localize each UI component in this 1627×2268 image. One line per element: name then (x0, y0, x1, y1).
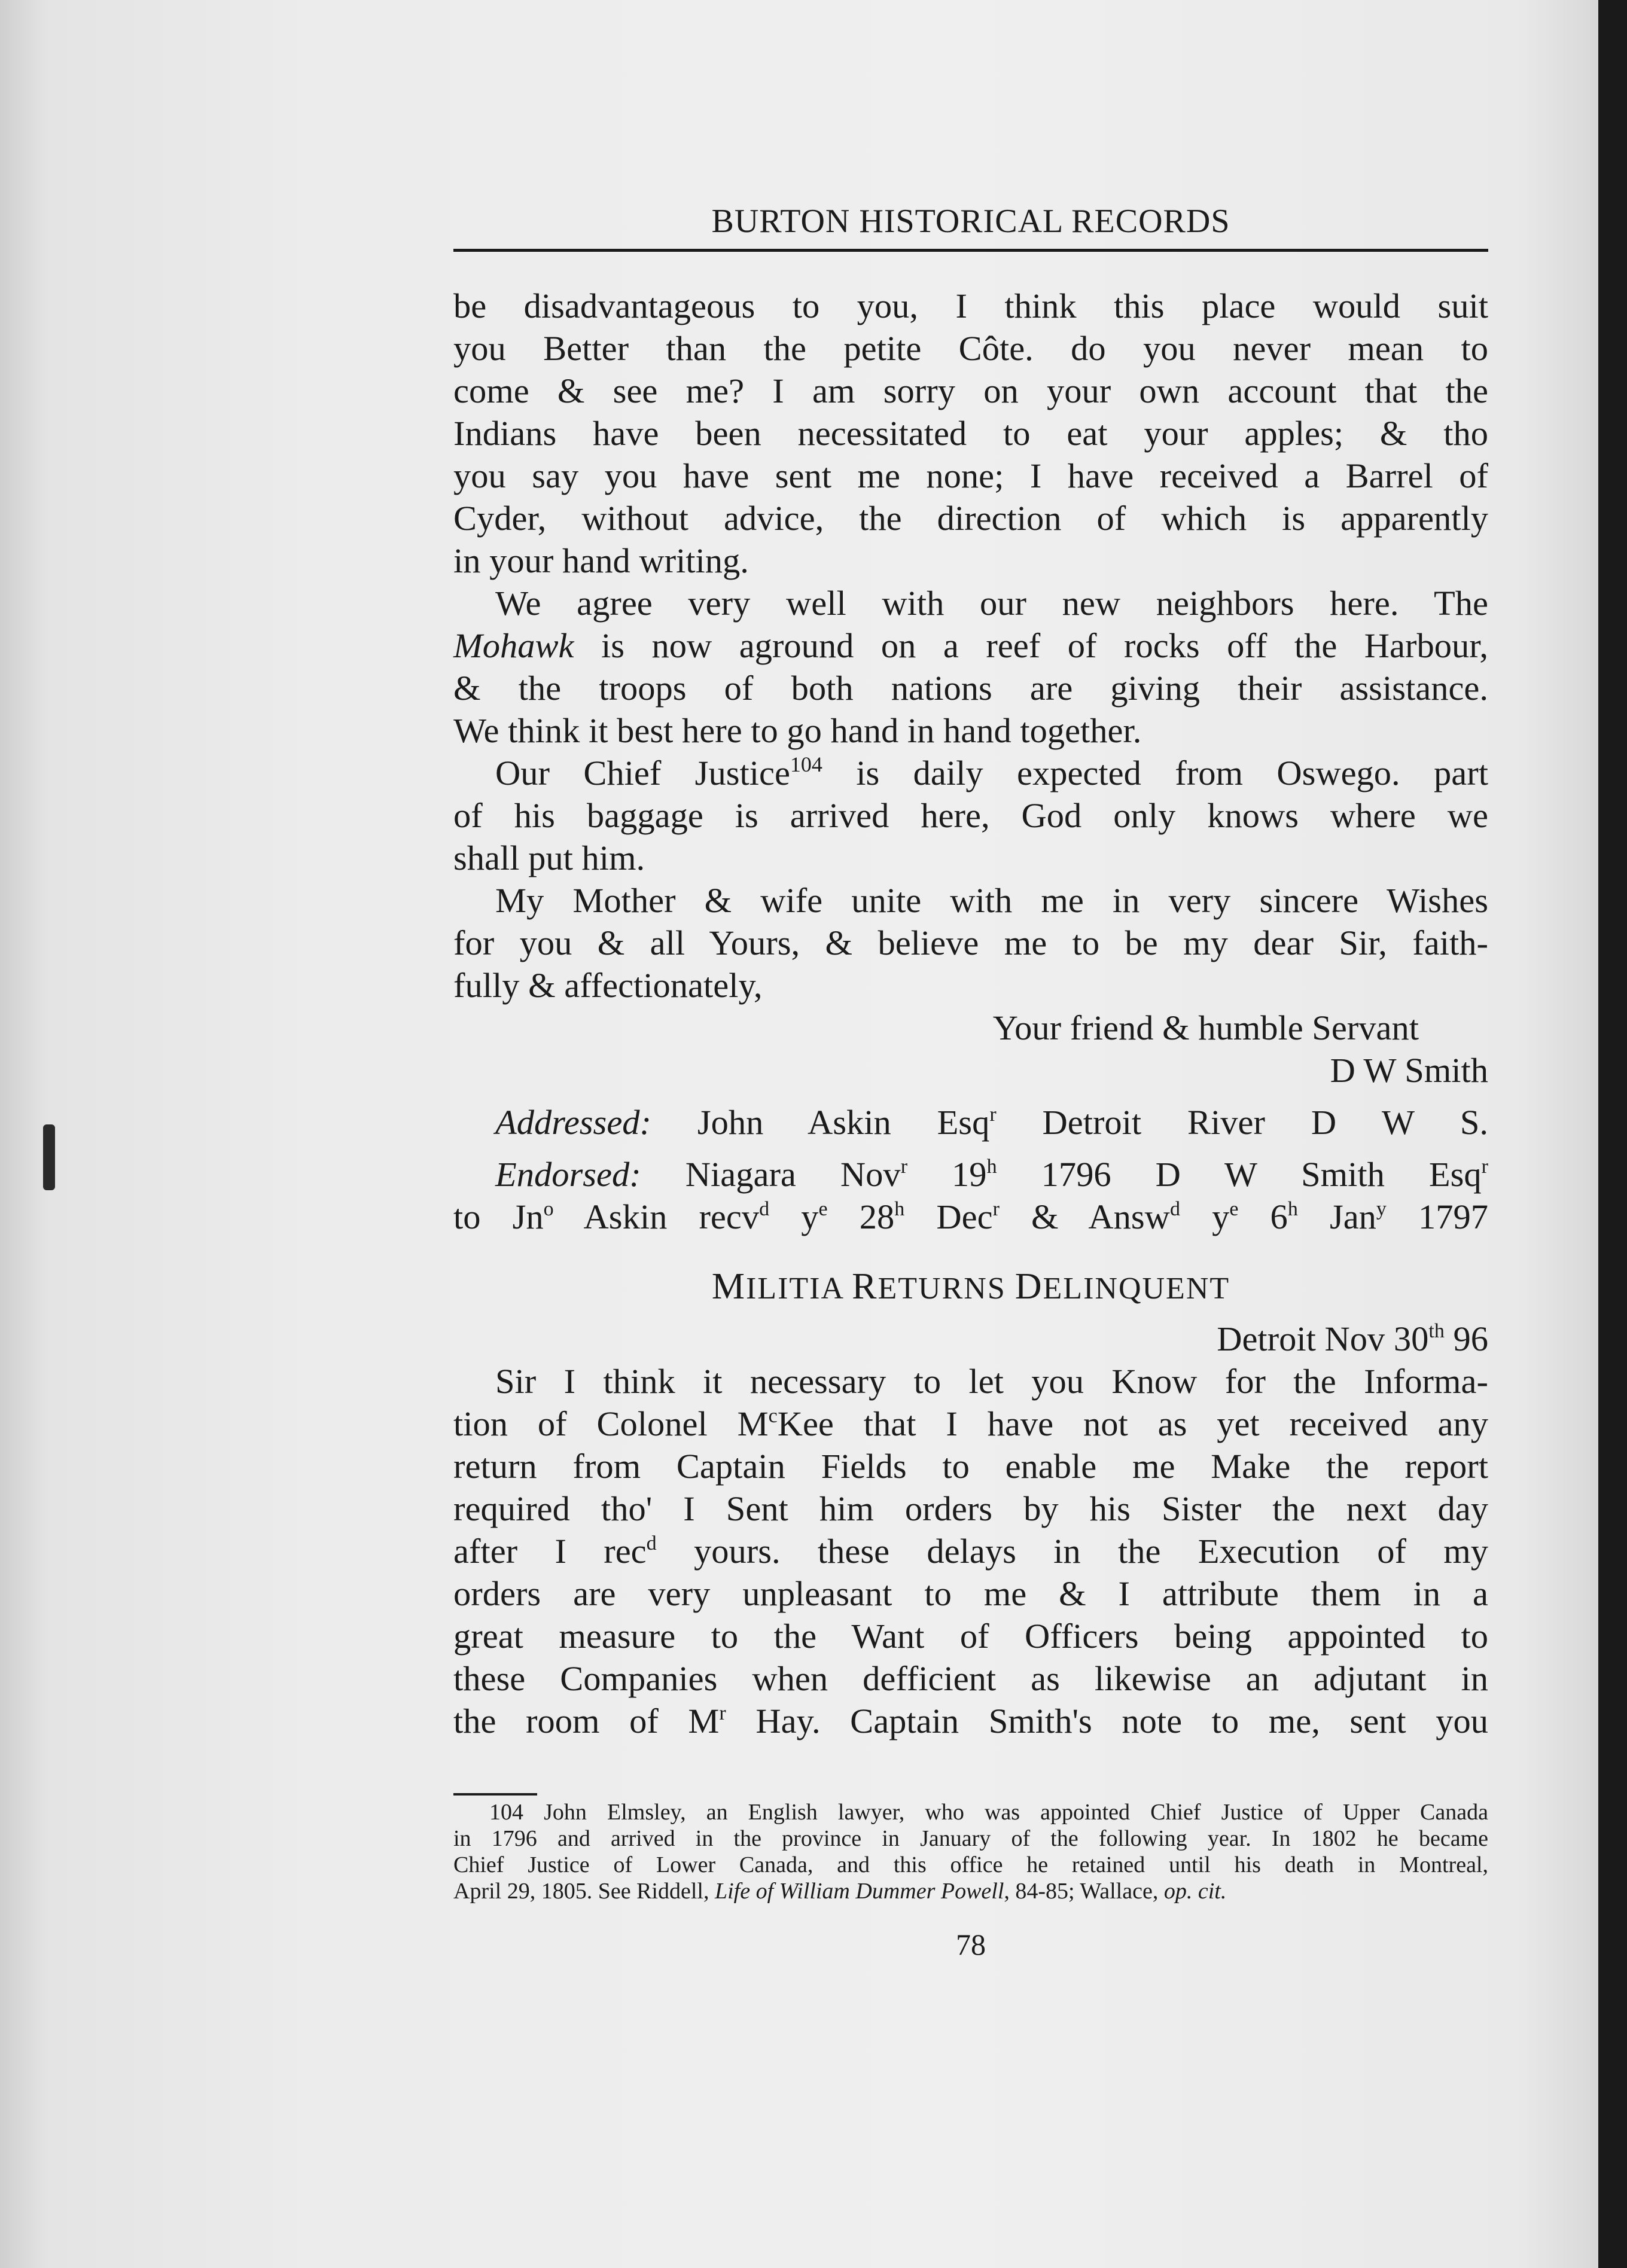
ship-name: Mohawk (453, 626, 574, 665)
text-line: Our Chief Justice$^{104}$ is daily expected from Oswego. part (495, 752, 1488, 792)
text-line: come & see me? I am sorry on your own account that the (453, 371, 1488, 410)
dateline: Detroit Nov 30th 96 (1217, 1319, 1488, 1358)
text-line: & the troops of both nations are giving their assistance. (453, 669, 1488, 708)
text-line: great measure to the Want of Officers being appointed to (453, 1617, 1488, 1656)
binding-mark (43, 1124, 55, 1190)
closing: Your friend & humble Servant (992, 1008, 1419, 1047)
text-line: fully & affectionately, (453, 966, 763, 1005)
text-line: Indians have been necessitated to eat your apples; & tho (453, 414, 1488, 453)
main-text (453, 285, 1488, 1742)
header-rule (453, 249, 1488, 252)
text-line: We agree very well with our new neighbors here. The (495, 584, 1488, 623)
footnote-rule (453, 1793, 537, 1796)
footnote-line: 104 John Elmsley, an English lawyer, who was appointed Chief Justice of Upper Canada (489, 1800, 1488, 1825)
text-line: return from Captain Fields to enable me Make the report (453, 1447, 1488, 1486)
address-note: Addressed: John Askin Esq$^r$ Detroit River D W S. (495, 1103, 1488, 1142)
signature: D W Smith (1330, 1051, 1488, 1090)
cited-title: Life of William Dummer Powell (714, 1879, 1004, 1904)
paragraph (453, 879, 1488, 1007)
footnote-line: in 1796 and arrived in the province in January of the following year. In 1802 he became (453, 1826, 1488, 1851)
page-number: 78 (956, 1928, 986, 1961)
text-line: Sir I think it necessary to let you Know for the Informa- (495, 1362, 1488, 1401)
text-line: tion of Colonel $M^cKee$ that I have not as yet received any (453, 1404, 1488, 1443)
section-heading: MILITIA RETURNS DELINQUENT (711, 1266, 1230, 1307)
endorsed-label: Endorsed: (495, 1155, 641, 1194)
endorsement-note: Endorsed: Niagara Nov$^r$ 19$^h$ 1796 D W Smith Esq$^r$ (495, 1155, 1488, 1194)
text-line: My Mother & wife unite with me in very sincere Wishes (495, 881, 1488, 920)
text-line: of his baggage is arrived here, God only knows where we (453, 796, 1488, 835)
text-line: We think it best here to go hand in hand together. (453, 711, 1142, 750)
text-line: after I rec$^d$ yours. these delays in the Execution of my (453, 1532, 1488, 1571)
paragraph (453, 1360, 1488, 1742)
footnote-number: 104 (489, 1800, 523, 1825)
text-line: these Companies when defficient as likewise an adjutant in (453, 1659, 1488, 1698)
text-line: orders are very unpleasant to me & I attribute them in a (453, 1574, 1488, 1613)
footnote (453, 1799, 1488, 1904)
text-line: required tho' I Sent him orders by his Sister the next day (453, 1489, 1488, 1528)
footnote-line: Chief Justice of Lower Canada, and this office he retained until his death in Montreal, (453, 1852, 1488, 1877)
text-line: Mohawk is now aground on a reef of rocks off the Harbour, (453, 626, 1488, 665)
paragraph (453, 582, 1488, 752)
paragraph (453, 752, 1488, 879)
text-line: shall put him. (453, 839, 645, 877)
text-line: Cyder, without advice, the direction of which is apparently (453, 499, 1488, 538)
addressed-label: Addressed: (495, 1103, 652, 1142)
running-head: BURTON HISTORICAL RECORDS (711, 203, 1230, 240)
text-line: the room of $M^r$ Hay. Captain Smith's note to me, sent you (453, 1702, 1488, 1740)
footnote-line: April 29, 1805. See Riddell, Life of William Dummer Powell, 84-85; Wallace, op. cit. (453, 1879, 1227, 1904)
footnote-reference: 104 (790, 752, 822, 776)
text-line: be disadvantageous to you, I think this place would suit (453, 286, 1488, 325)
text-line: in your hand writing. (453, 541, 749, 580)
text-line: you say you have sent me none; I have received a Barrel of (453, 456, 1488, 495)
endorsement-note-line2: to Jn$^o$ Askin recv$^d$ $y^e$ 28$^h$ Dec$^r$ & Answ$^d$ $y^e$ 6$^h$ Jan$^y$ 1797 (453, 1197, 1489, 1236)
text-line: you Better than the petite Côte. do you never mean to (453, 329, 1488, 368)
text-line: for you & all Yours, & believe me to be my dear Sir, faith- (453, 923, 1488, 962)
paragraph (453, 285, 1488, 582)
